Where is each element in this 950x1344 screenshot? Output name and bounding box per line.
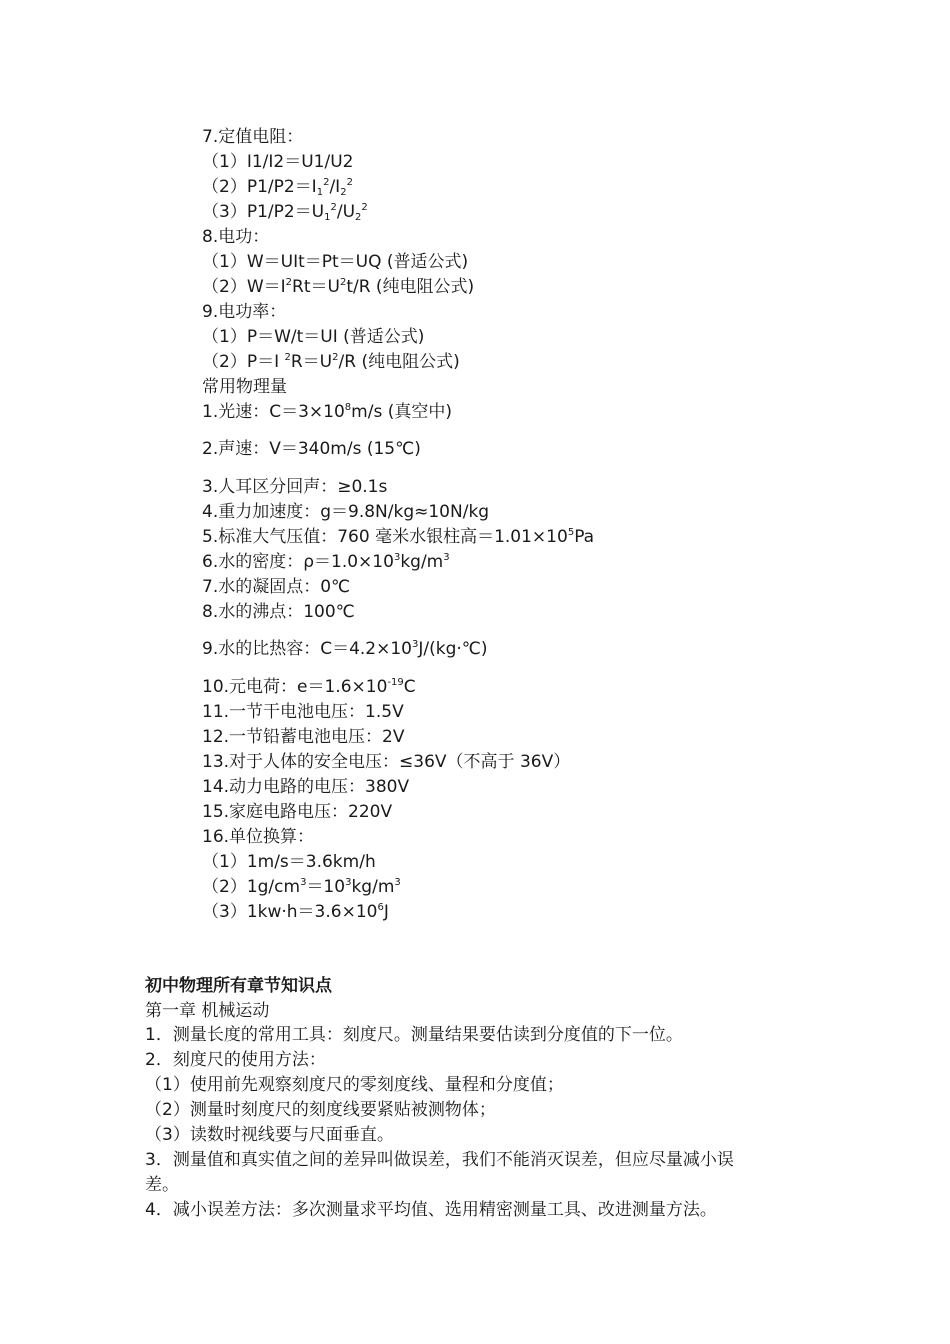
constant-boiling-point: 8.水的沸点：100℃	[202, 602, 355, 622]
paragraph-4: 4．减小误差方法：多次测量求平均值、选用精密测量工具、改进测量方法。	[145, 1200, 717, 1220]
constant-specific-heat: 9.水的比热容：$C=4.2\times 10^3J/(kg\cdot℃)$	[202, 639, 488, 659]
constant-sound-speed: 2.声速：V＝340m/s (15℃)	[202, 439, 421, 459]
resistor-formula-2: $(2)P1/P2=I_1^2/I_2^2$	[202, 177, 353, 198]
constant-lead-battery: 12.一节铅蓄电池电压：2V	[202, 727, 405, 747]
paragraph-3-line-1: 3．测量值和真实值之间的差异叫做误差，我们不能消灭误差，但应尽量减小误	[145, 1150, 734, 1170]
power-formula-2: （2）P＝I $^2R=U^2/R$ (纯电阻公式)	[202, 352, 460, 372]
paragraph-2-item-3: （3）读数时视线要与尺面垂直。	[145, 1125, 394, 1145]
work-formula-2: $(2)W=I^2Rt=U^2t/R$ (纯电阻公式)	[202, 277, 475, 297]
constant-dry-battery: 11.一节干电池电压：1.5V	[202, 702, 404, 722]
power-heading: 9.电功率：	[202, 302, 287, 322]
unit-conversion-heading: 16.单位换算：	[202, 827, 315, 847]
unit-conversion-3: $(3)1kw\cdot h=3.6\times 10^6J$	[202, 902, 389, 922]
constant-echo: 3.人耳区分回声：≥0.1s	[202, 477, 388, 497]
unit-conversion-2: $(2)1g/cm^3=10^3kg/m^3$	[202, 877, 401, 897]
paragraph-3-line-2: 差。	[145, 1175, 179, 1195]
paragraph-1: 1．测量长度的常用工具：刻度尺。测量结果要估读到分度值的下一位。	[145, 1025, 683, 1045]
section-title: 初中物理所有章节知识点	[145, 976, 332, 996]
unit-conversion-1: （1）1m/s＝3.6km/h	[202, 852, 376, 872]
resistor-formula-3: $(3)P1/P2=U_1^2/U_2^2$	[202, 202, 368, 223]
constant-power-circuit: 14.动力电路的电压：380V	[202, 777, 410, 797]
resistor-formula-1: （1）I1/I2＝U1/U2	[202, 152, 354, 172]
constants-heading: 常用物理量	[202, 377, 287, 397]
constant-elementary-charge: 10.元电荷：$e=1.6\times 10^{-19}C$	[202, 677, 416, 697]
constant-atmosphere: 5.标准大气压值：760 毫米水银柱高$=1.01\times 10^5Pa$	[202, 527, 595, 547]
constant-light-speed: 1.光速：$C=3\times 10^8m/s$ (真空中)	[202, 402, 452, 422]
constant-gravity: 4.重力加速度：g＝9.8N/kg≈10N/kg	[202, 502, 490, 522]
paragraph-2-item-1: （1）使用前先观察刻度尺的零刻度线、量程和分度值；	[145, 1075, 564, 1095]
constant-freezing-point: 7.水的凝固点：0℃	[202, 577, 351, 597]
constant-safe-voltage: 13.对于人体的安全电压：≤36V（不高于 36V）	[202, 752, 571, 772]
work-heading: 8.电功：	[202, 227, 270, 247]
constant-water-density: 6.水的密度：$\rho=1.0\times 10^3kg/m^3$	[202, 552, 450, 572]
paragraph-2-item-2: （2）测量时刻度尺的刻度线要紧贴被测物体；	[145, 1100, 496, 1120]
power-formula-1: （1）P＝W/t＝UI (普适公式)	[202, 327, 425, 347]
chapter-heading: 第一章 机械运动	[145, 1001, 270, 1021]
resistor-heading: 7.定值电阻：	[202, 127, 304, 147]
work-formula-1: （1）W＝UIt＝Pt＝UQ (普适公式)	[202, 252, 469, 272]
constant-household-voltage: 15.家庭电路电压：220V	[202, 802, 393, 822]
paragraph-2: 2．刻度尺的使用方法：	[145, 1050, 326, 1070]
